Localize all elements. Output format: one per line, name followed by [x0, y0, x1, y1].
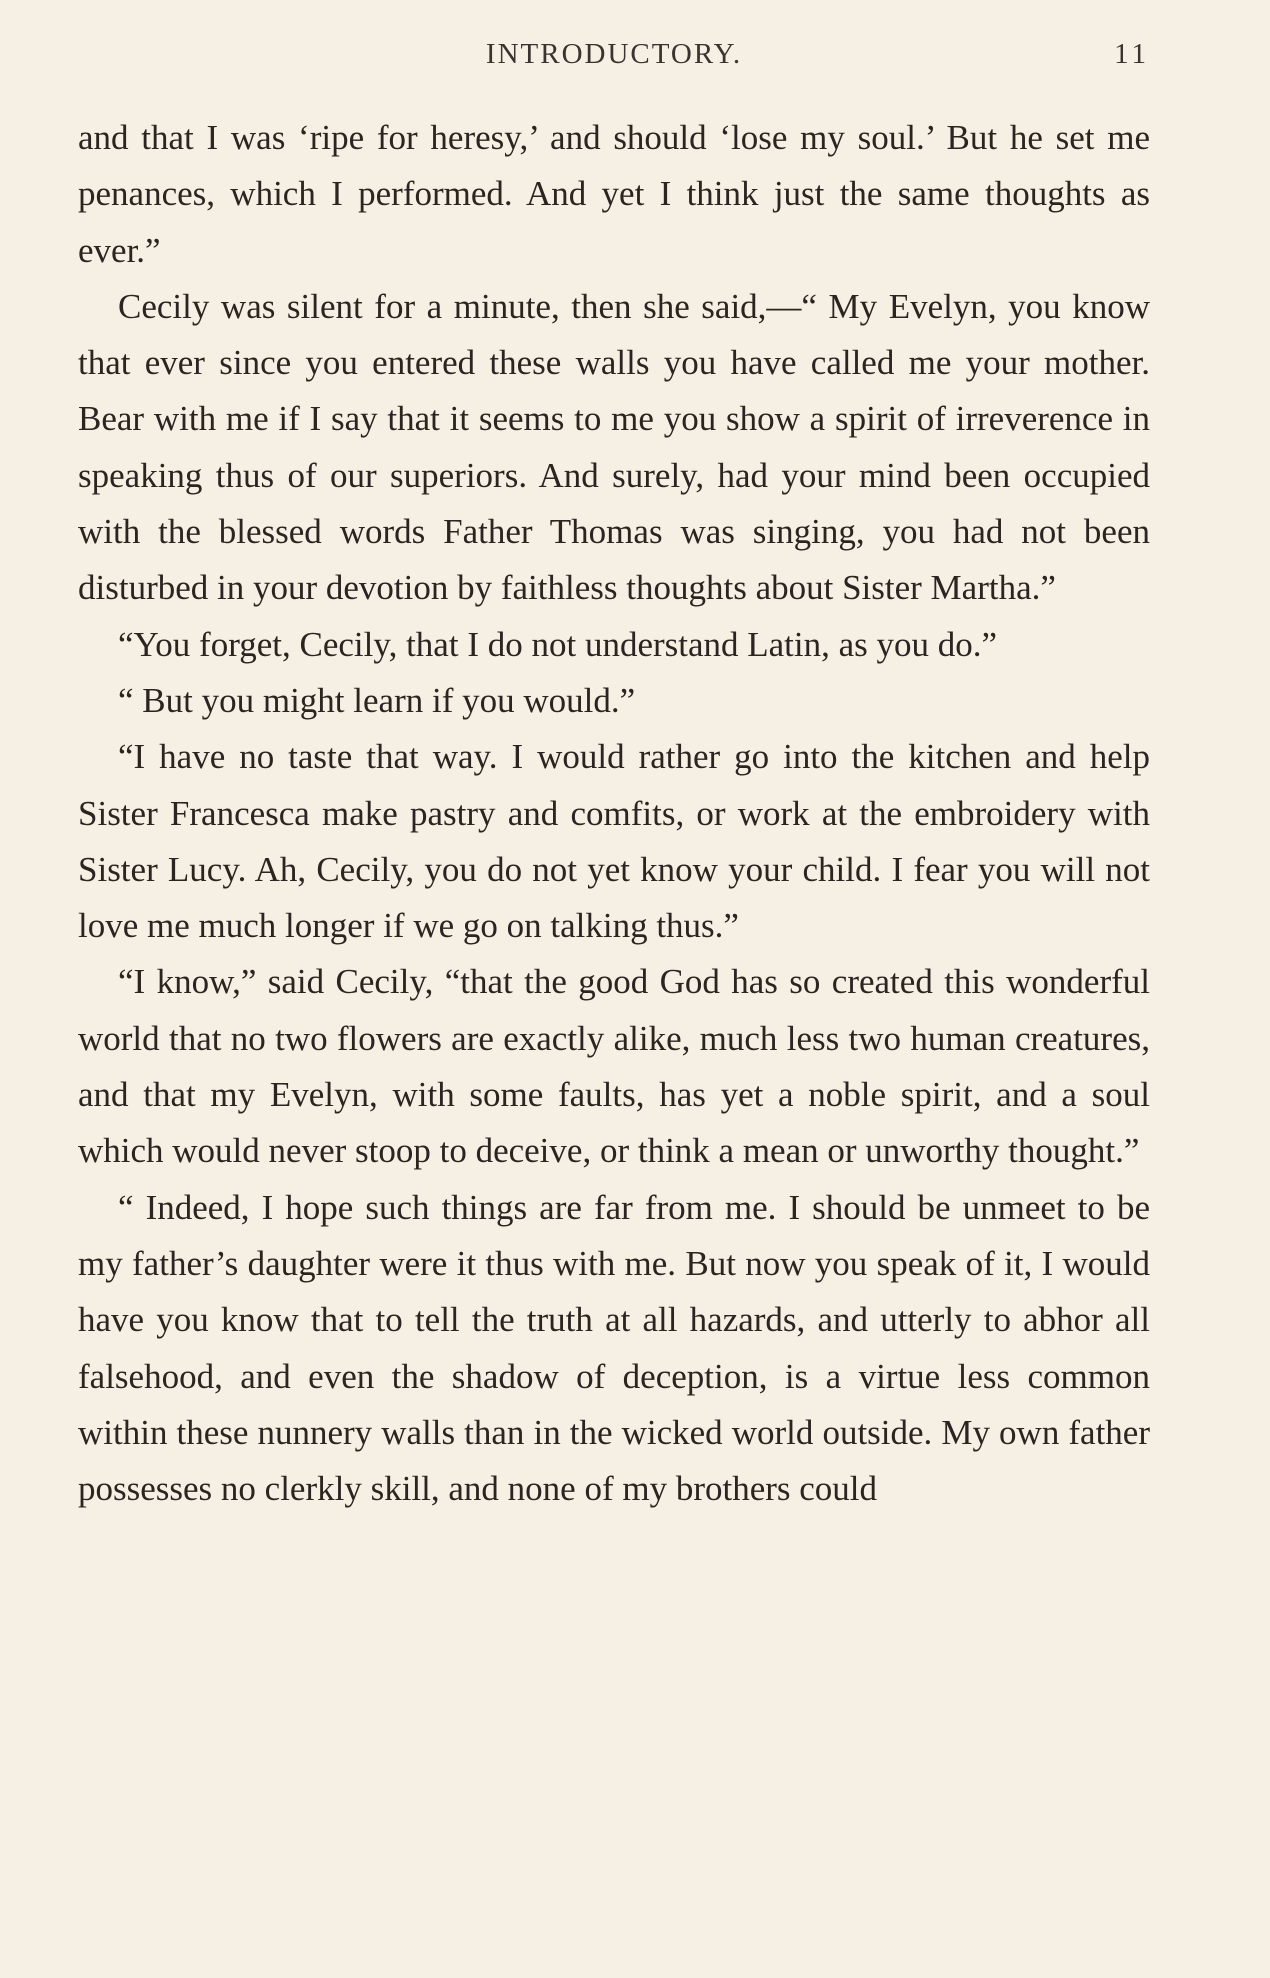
paragraph: and that I was ‘ripe for heresy,’ and should ‘lose my soul.’ But he set me penances, which I performed. And yet I think just the same thoughts as ever.”	[78, 118, 1150, 270]
body-text	[78, 110, 1150, 1517]
paragraph: Cecily was silent for a minute, then she said,—“ My Evelyn, you know that ever since you entered these walls you have called me your mother. Bear with me if I say that it seems to me you show a spirit of irreverence in speaking thus of our superiors. And surely, had your mind been occupied with the blessed words Father Thomas was singing, you had not been disturbed in your devotion by faithless thoughts about Sister Martha.”	[78, 286, 1150, 608]
running-head	[78, 38, 1150, 78]
paragraph: “I have no taste that way. I would rather go into the kitchen and help Sister Francesca make pastry and comfits, or work at the embroidery with Sister Lucy. Ah, Cecily, you do not yet know your child. I fear you will not love me much longer if we go on talking thus.”	[78, 737, 1150, 946]
paragraph: “I know,” said Cecily, “that the good God has so created this wonderful world that no two flowers are exactly alike, much less two human creatures, and that my Evelyn, with some faults, has yet a noble spirit, and a soul which would never stoop to deceive, or think a mean or unworthy thought.”	[78, 962, 1150, 1171]
paragraph: “ But you might learn if you would.”	[118, 680, 636, 720]
running-title: INTRODUCTORY.	[485, 38, 743, 70]
page-number: 11	[1114, 38, 1150, 70]
paragraph: “ Indeed, I hope such things are far from me. I should be unmeet to be my father’s daughter were it thus with me. But now you speak of it, I would have you know that to tell the truth at all hazards, and utterly to abhor all falsehood, and even the shadow of deception, is a virtue less common within these nunnery walls than in the wicked world outside. My own father possesses no clerkly skill, and none of my brothers could	[78, 1187, 1150, 1509]
paragraph: “You forget, Cecily, that I do not understand Latin, as you do.”	[118, 624, 998, 664]
